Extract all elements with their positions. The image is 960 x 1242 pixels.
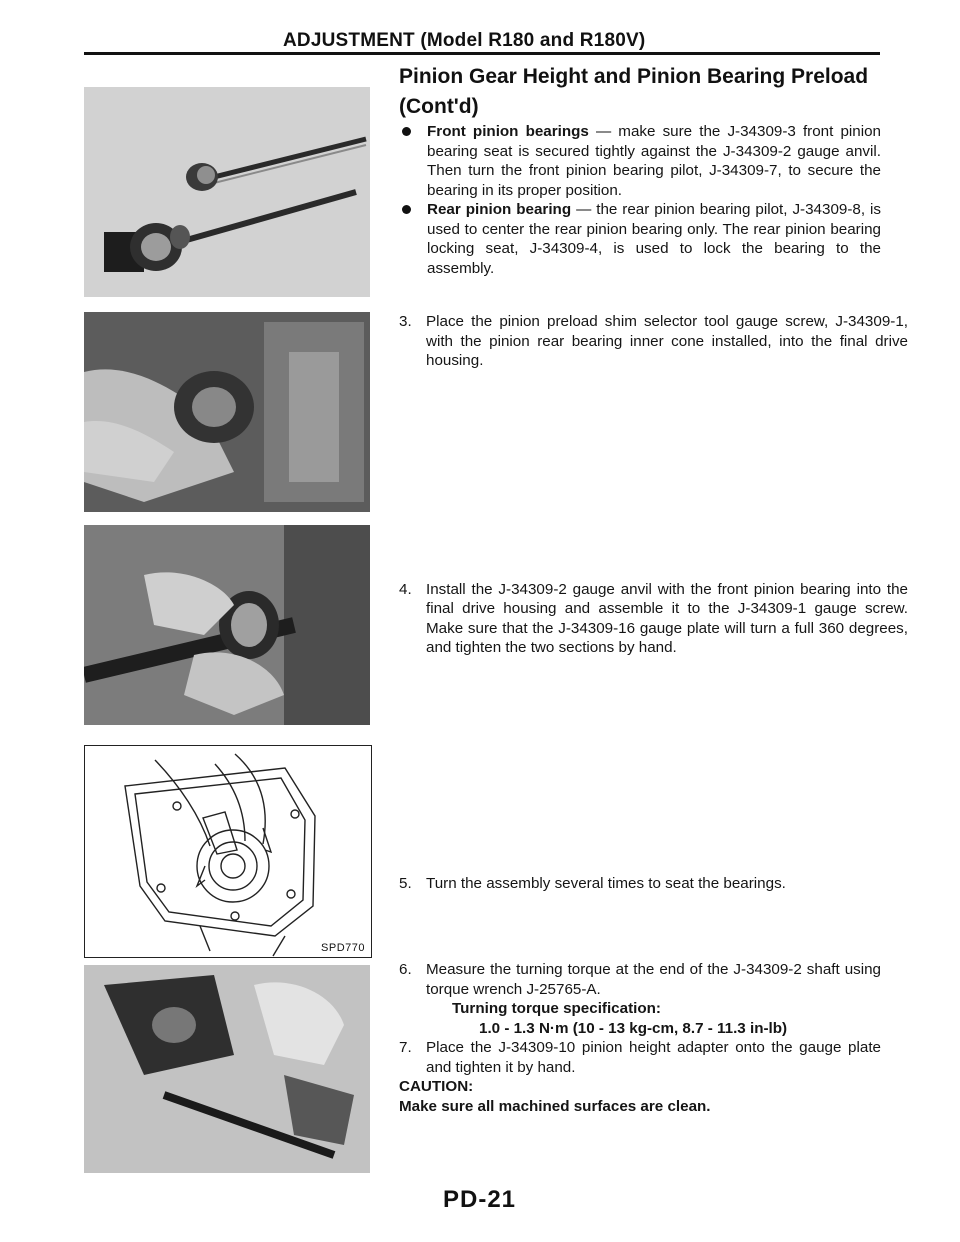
caution-text: Make sure all machined surfaces are clean.: [399, 1097, 711, 1115]
housing-illustration: [84, 312, 370, 512]
gauge-tool-illustration: [84, 87, 370, 297]
bullet-front-pinion: [399, 122, 881, 200]
section-title-line1: Pinion Gear Height and Pinion Bearing Preload: [399, 65, 869, 88]
bullet-label: Rear pinion bearing: [427, 201, 572, 218]
step-number: 3.: [399, 313, 412, 330]
step-3: [399, 312, 908, 371]
anvil-illustration: [84, 525, 370, 725]
diagram-code: SPD770: [321, 942, 365, 954]
page-number: PD-21: [443, 1186, 517, 1213]
turn-assembly-diagram: [85, 746, 371, 957]
step-text: Turn the assembly several times to seat the bearings.: [426, 874, 786, 892]
step-text: Install the J-34309-2 gauge anvil with the front pinion bearing into the final drive housing and assemble it to the J-34309-1 gauge screw. Make sure that the J-34309-16 gauge plate will turn a full 360 degrees, and tighten the two sections by hand.: [426, 580, 908, 656]
header-rule: [84, 52, 880, 55]
diagram-turn-assembly: [84, 745, 372, 958]
bullet-text: — the rear pinion bearing pilot, J-34309-8, is used to center the rear pinion bearing only. The rear pinion bearing locking seat, J-34309-4, is used to lock the bearing to the assembly.: [427, 201, 881, 277]
page-header: ADJUSTMENT (Model R180 and R180V): [283, 30, 646, 51]
step-text: Place the pinion preload shim selector tool gauge screw, J-34309-1, with the pinion rear bearing inner cone installed, into the final drive housing.: [426, 313, 908, 369]
photo-gauge-tool: [84, 87, 370, 297]
bullet-text: — make sure the J-34309-3 front pinion bearing seat is secured tightly against the J-34309-2 gauge anvil. Then turn the front pinion bearing pilot, J-34309-7, to secure the bearing in its proper position.: [427, 123, 881, 199]
photo-anvil-assembly: [84, 525, 370, 725]
step-number: 7.: [399, 1039, 412, 1056]
spec-value: 1.0 - 1.3 N·m (10 - 13 kg-cm, 8.7 - 11.3 in-lb): [479, 1019, 788, 1037]
photo-final-drive-housing: [84, 312, 370, 512]
step-text: Measure the turning torque at the end of the J-34309-2 shaft using torque wrench J-25765-A.: [426, 961, 881, 998]
step-4: [399, 580, 908, 658]
torque-illustration: [84, 965, 370, 1173]
steps-6-7: [399, 960, 881, 1116]
caution-label: CAUTION:: [399, 1078, 474, 1095]
step-6: [399, 960, 881, 999]
bullet-rear-pinion: [399, 200, 881, 278]
step-text: Place the J-34309-10 pinion height adapter onto the gauge plate and tighten it by hand.: [426, 1039, 881, 1076]
photo-torque-measure: [84, 965, 370, 1173]
step-5: [399, 874, 908, 894]
step-number: 5.: [399, 874, 412, 892]
step-7: [399, 1038, 881, 1077]
section-title-line2: (Cont'd): [399, 95, 479, 118]
section-title: [399, 62, 899, 122]
bullet-list: [399, 122, 881, 278]
step-number: 4.: [399, 580, 412, 598]
step-number: 6.: [399, 961, 412, 978]
spec-label: Turning torque specification:: [452, 1000, 661, 1017]
bullet-label: Front pinion bearings: [427, 123, 589, 140]
